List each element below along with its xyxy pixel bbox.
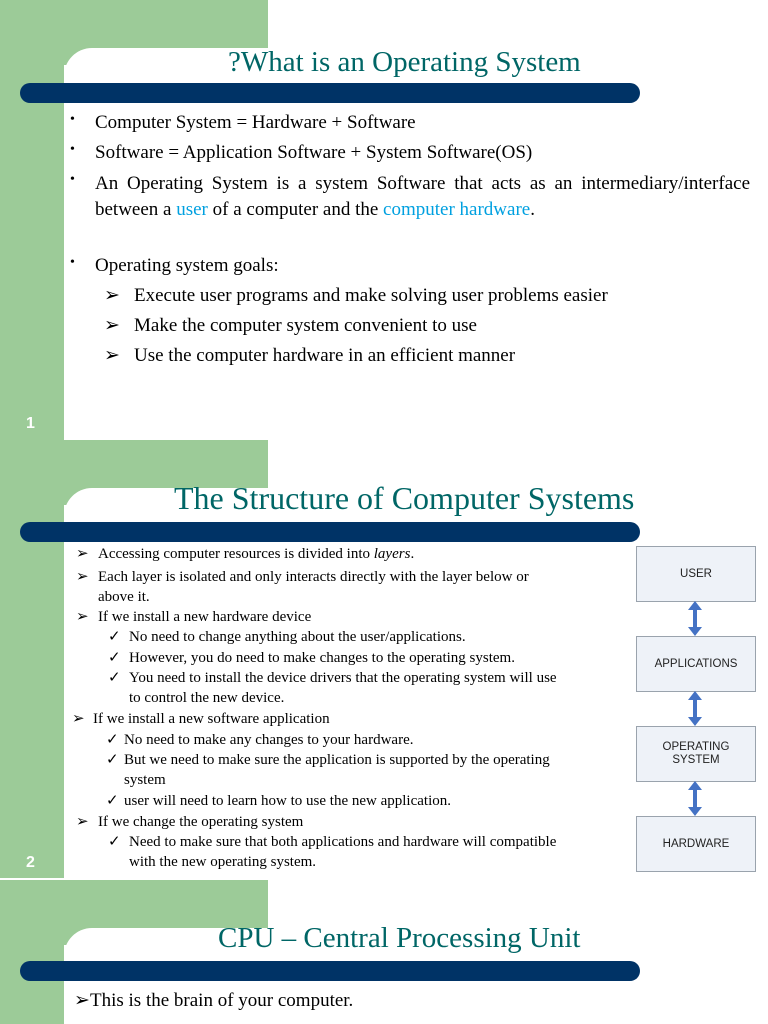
structure-line: Each layer is isolated and only interacts directly with the layer below or <box>98 569 529 585</box>
box-label: OPERATING <box>662 741 730 753</box>
title-bar <box>20 522 640 542</box>
text: . <box>410 546 415 562</box>
hardware-layer-box <box>636 816 756 872</box>
structure-line: If we install a new hardware device <box>98 609 312 625</box>
structure-line: However, you do need to make changes to the operating system. <box>129 650 515 666</box>
green-strip <box>0 440 64 878</box>
double-arrow-icon <box>686 601 704 636</box>
check-icon: ✓ <box>108 650 121 666</box>
text: Accessing computer resources is divided into <box>98 546 374 562</box>
goal-item: Execute user programs and make solving user problems easier <box>134 285 608 306</box>
check-icon: ✓ <box>106 732 119 748</box>
structure-line: But we need to make sure the application is supported by the operating <box>124 752 550 768</box>
arrow-icon: ➢ <box>74 990 90 1011</box>
structure-line: with the new operating system. <box>129 854 317 870</box>
user-link[interactable]: user <box>176 199 208 220</box>
box-label: APPLICATIONS <box>654 657 738 670</box>
arrow-icon: ➢ <box>76 546 89 562</box>
goals-label: Operating system goals: <box>95 255 279 276</box>
structure-line: No need to make any changes to your hardware. <box>124 732 414 748</box>
operating-system-layer-box <box>636 726 756 782</box>
structure-line: user will need to learn how to use the new application. <box>124 793 451 809</box>
double-arrow-icon <box>686 781 704 816</box>
structure-line: to control the new device. <box>129 690 285 706</box>
bullet-icon: • <box>70 172 75 187</box>
slide-3 <box>0 880 768 1024</box>
page-number: 1 <box>26 415 35 432</box>
arrow-icon: ➢ <box>76 609 89 625</box>
title-bar <box>20 83 640 103</box>
green-strip <box>0 0 64 440</box>
box-label: HARDWARE <box>662 837 730 850</box>
slide-title: CPU – Central Processing Unit <box>218 922 581 954</box>
goal-item: Use the computer hardware in an efficient manner <box>134 345 516 366</box>
bullet-icon: • <box>70 112 75 127</box>
bullet-icon: • <box>70 142 75 157</box>
page-number: 2 <box>26 854 35 871</box>
check-icon: ✓ <box>108 834 121 850</box>
slide-title: The Structure of Computer Systems <box>174 480 635 516</box>
bullet-icon: • <box>70 255 75 270</box>
user-layer-box <box>636 546 756 602</box>
box-label: SYSTEM <box>672 754 720 766</box>
layers-text: layers <box>373 546 411 562</box>
cpu-line: This is the brain of your computer. <box>90 990 354 1011</box>
arrow-icon: ➢ <box>104 345 120 366</box>
bullet-text: Computer System = Hardware + Software <box>95 112 416 133</box>
structure-line: system <box>124 772 166 788</box>
structure-line: If we change the operating system <box>98 814 304 830</box>
computer-hardware-link[interactable]: computer hardware <box>383 199 531 220</box>
check-icon: ✓ <box>106 793 119 809</box>
check-icon: ✓ <box>108 670 121 686</box>
check-icon: ✓ <box>106 752 119 768</box>
applications-layer-box <box>636 636 756 692</box>
slide-1 <box>0 0 768 440</box>
box-label: USER <box>680 567 712 580</box>
structure-line: If we install a new software application <box>93 711 330 727</box>
arrow-icon: ➢ <box>104 315 120 336</box>
goal-item: Make the computer system convenient to use <box>134 315 477 336</box>
structure-line: above it. <box>98 589 150 605</box>
structure-line: No need to change anything about the user/applications. <box>129 629 466 645</box>
slide-title: ?What is an Operating System <box>228 46 581 78</box>
arrow-icon: ➢ <box>76 814 89 830</box>
definition-text: . <box>530 199 535 220</box>
definition-text: An Operating System is a system Software that acts as an intermediary/interface between a <box>95 173 750 220</box>
arrow-icon: ➢ <box>104 285 120 306</box>
structure-line <box>98 544 414 564</box>
structure-line: Need to make sure that both applications and hardware will compatible <box>129 834 557 850</box>
definition-paragraph <box>95 171 750 223</box>
title-bar <box>20 961 640 981</box>
double-arrow-icon <box>686 691 704 726</box>
arrow-icon: ➢ <box>72 711 85 727</box>
arrow-icon: ➢ <box>76 569 89 585</box>
slide-2 <box>0 440 768 880</box>
check-icon: ✓ <box>108 629 121 645</box>
definition-text: of a computer and the <box>207 199 384 220</box>
bullet-text: Software = Application Software + System Software(OS) <box>95 142 533 163</box>
structure-line: You need to install the device drivers that the operating system will use <box>129 670 557 686</box>
